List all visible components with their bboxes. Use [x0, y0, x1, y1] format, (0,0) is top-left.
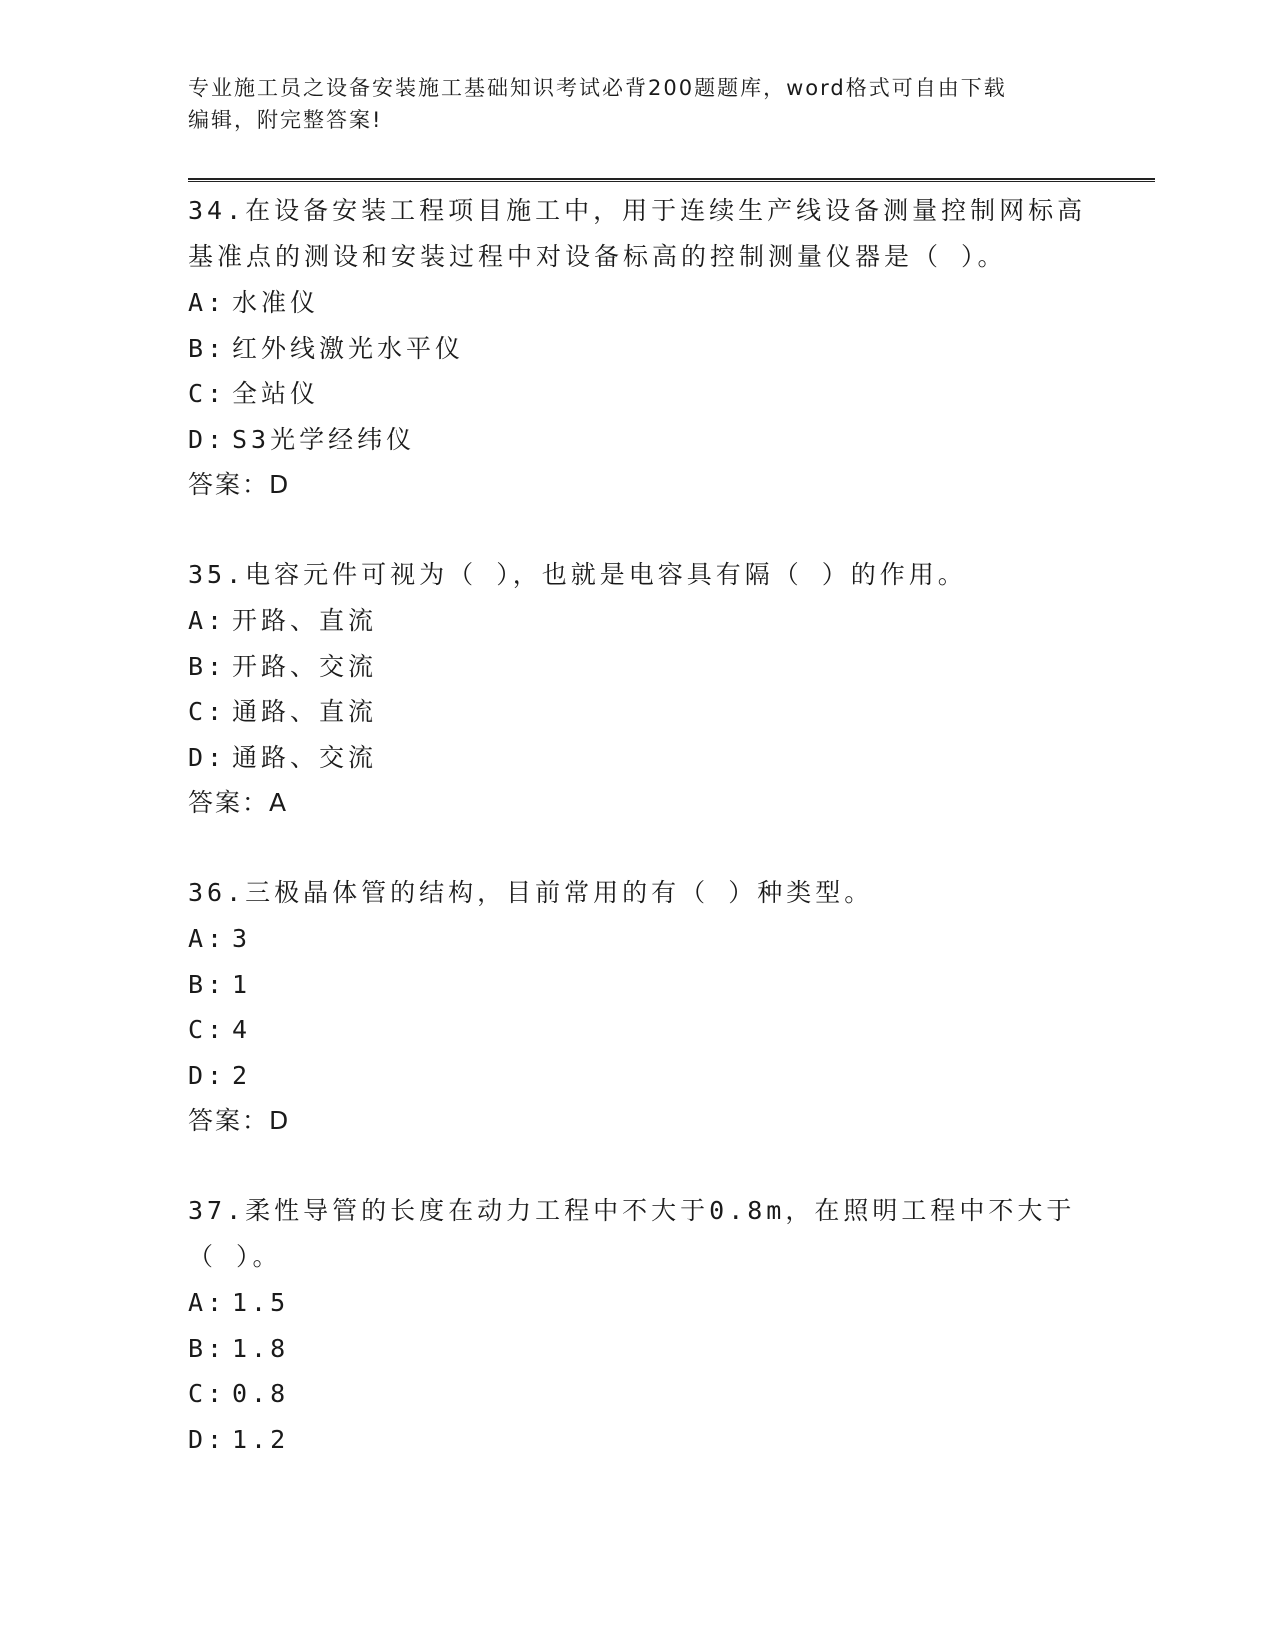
option-text: 0.8 — [232, 1379, 290, 1408]
option-text: 红外线激光水平仪 — [232, 333, 465, 363]
option-letter: B: — [188, 1333, 227, 1363]
option-text: 1 — [232, 969, 252, 999]
option-letter: D: — [188, 1060, 227, 1090]
option-a — [188, 916, 1088, 962]
option-d — [188, 1053, 1088, 1099]
option-letter: C: — [188, 379, 227, 408]
option-c — [188, 689, 1088, 735]
option-d — [188, 735, 1088, 781]
option-text: 通路、交流 — [232, 742, 378, 772]
option-letter: B: — [188, 969, 227, 999]
question-stem: 36.三极晶体管的结构，目前常用的有（ ）种类型。 — [188, 878, 874, 907]
question-stem: 35.电容元件可视为（ ），也就是电容具有隔（ ）的作用。 — [188, 560, 967, 589]
question-34 — [188, 188, 1088, 508]
option-b — [188, 644, 1088, 690]
question-37 — [188, 1188, 1088, 1462]
question-stem: 37.柔性导管的长度在动力工程中不大于0.8m，在照明工程中不大于（ ）。 — [188, 1196, 1076, 1271]
option-b — [188, 1326, 1088, 1372]
option-text: 1.8 — [232, 1333, 290, 1363]
answer-line: 答案：A — [188, 788, 289, 817]
option-c — [188, 1007, 1088, 1053]
option-d — [188, 1417, 1088, 1463]
option-text: 3 — [232, 924, 252, 953]
option-letter: B: — [188, 651, 227, 681]
document-header — [188, 72, 1068, 136]
option-letter: A: — [188, 606, 227, 635]
question-36 — [188, 870, 1088, 1144]
header-line-1: 专业施工员之设备安装施工基础知识考试必背200题题库，word格式可自由下载 — [188, 76, 1007, 100]
option-c — [188, 1371, 1088, 1417]
option-text: 开路、直流 — [232, 606, 378, 635]
option-letter: A: — [188, 1288, 227, 1317]
option-a — [188, 280, 1088, 326]
option-a — [188, 1280, 1088, 1326]
option-letter: C: — [188, 1015, 227, 1044]
option-text: 1.2 — [232, 1424, 290, 1454]
question-list — [188, 188, 1088, 1506]
option-text: 1.5 — [232, 1288, 290, 1317]
option-letter: A: — [188, 924, 227, 953]
header-line-2: 编辑，附完整答案! — [188, 108, 383, 132]
option-text: S3光学经纬仪 — [232, 424, 416, 454]
option-letter: D: — [188, 424, 227, 454]
option-b — [188, 962, 1088, 1008]
question-stem: 34.在设备安装工程项目施工中，用于连续生产线设备测量控制网标高基准点的测设和安装过程中对设备标高的控制测量仪器是（ ）。 — [188, 196, 1087, 271]
option-letter: A: — [188, 288, 227, 317]
option-text: 通路、直流 — [232, 697, 378, 726]
option-letter: B: — [188, 333, 227, 363]
question-35 — [188, 552, 1088, 826]
option-letter: C: — [188, 697, 227, 726]
answer-line: 答案：D — [188, 1106, 291, 1135]
option-letter: D: — [188, 742, 227, 772]
option-text: 水准仪 — [232, 288, 320, 317]
option-d — [188, 417, 1088, 463]
option-b — [188, 326, 1088, 372]
option-c — [188, 371, 1088, 417]
answer-line: 答案：D — [188, 470, 291, 499]
header-divider — [188, 178, 1155, 182]
option-text: 4 — [232, 1015, 252, 1044]
option-text: 全站仪 — [232, 379, 320, 408]
option-letter: C: — [188, 1379, 227, 1408]
option-letter: D: — [188, 1424, 227, 1454]
option-text: 开路、交流 — [232, 651, 378, 681]
option-text: 2 — [232, 1060, 252, 1090]
option-a — [188, 598, 1088, 644]
